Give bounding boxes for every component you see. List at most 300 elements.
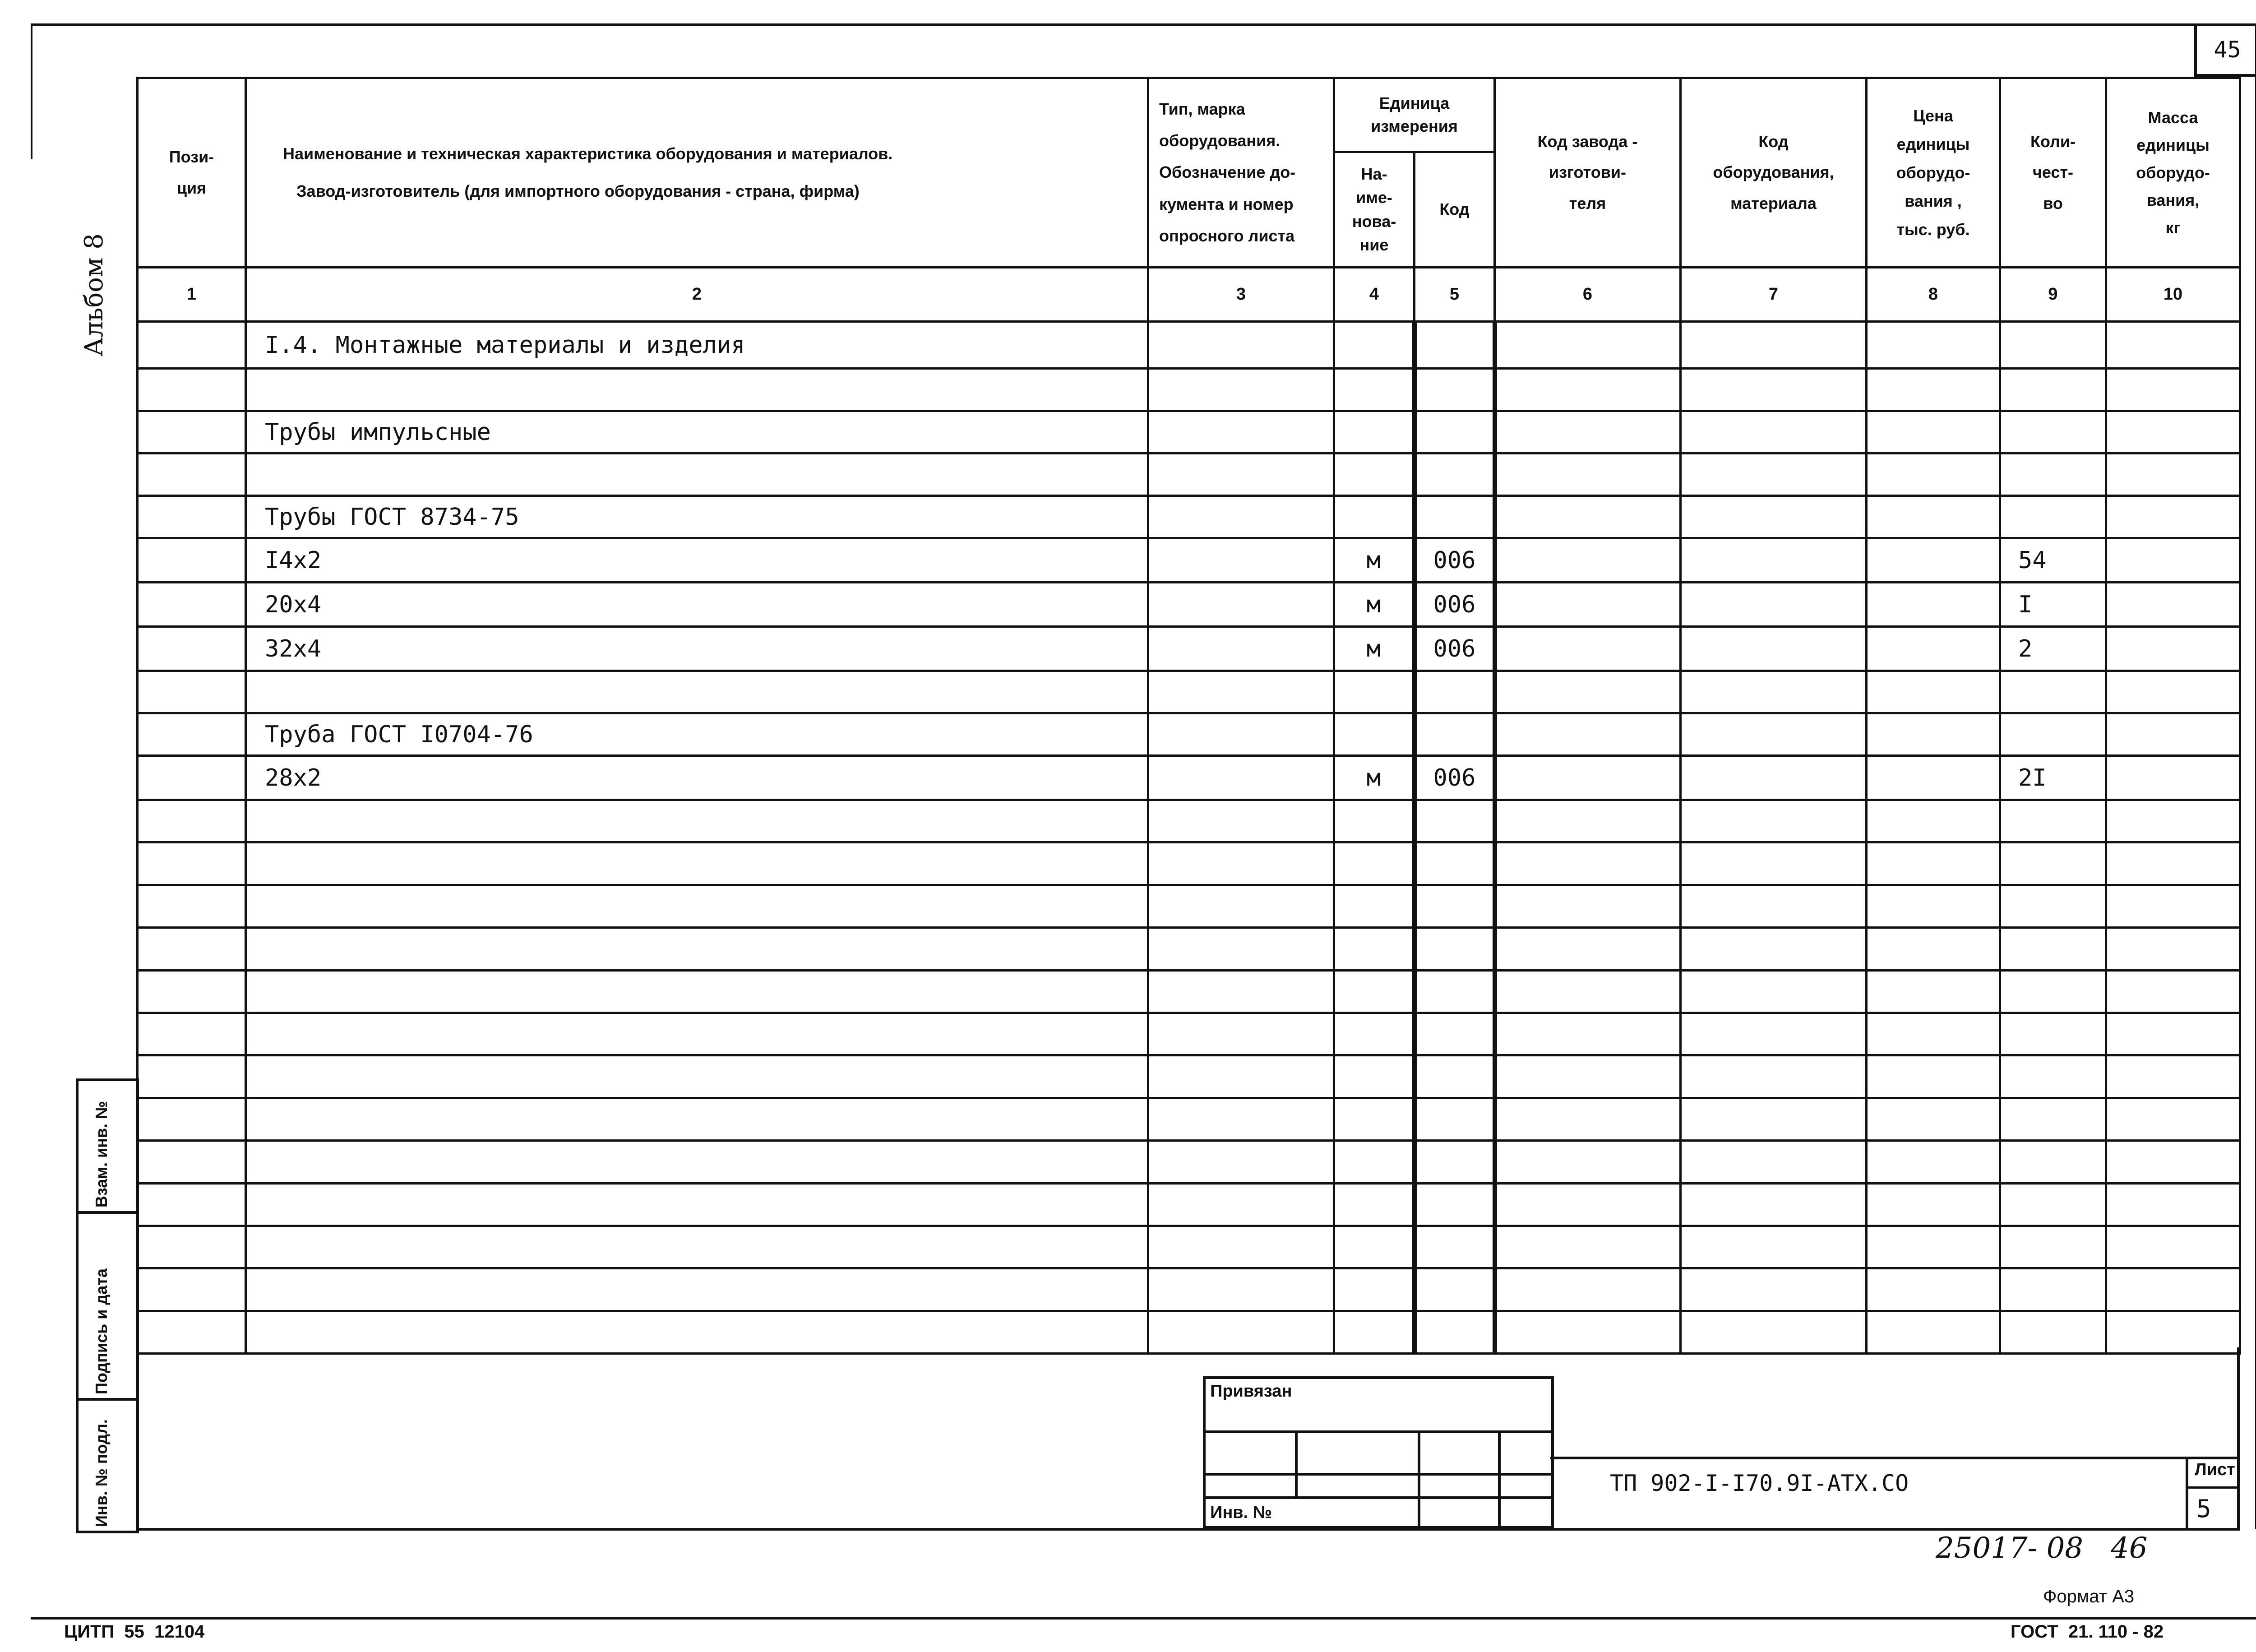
empty-cell [1867, 496, 2000, 538]
empty-cell [1681, 928, 1867, 970]
sheet-value: 5 [2196, 1495, 2211, 1523]
empty-cell [1681, 970, 1867, 1013]
empty-cell [1148, 1013, 1334, 1055]
table-row [138, 1268, 2240, 1311]
column-number-row [138, 268, 2240, 322]
table-row [138, 970, 2240, 1013]
header-name-line1: Наименование и техническая характеристика оборудования и материалов. [283, 144, 893, 163]
empty-cell [2106, 496, 2240, 538]
cell-col9 [2000, 411, 2106, 453]
empty-cell [1148, 1055, 1334, 1098]
empty-cell [1495, 713, 1681, 756]
empty-cell [1867, 1141, 2000, 1183]
cell-col2 [246, 453, 1148, 496]
header-unit: Единица измерения [1334, 78, 1495, 152]
cell-col2 [246, 671, 1148, 713]
empty-cell [138, 322, 246, 369]
frame-bottom-line [31, 1617, 2256, 1620]
cell-col5 [1415, 1226, 1495, 1268]
table-row [138, 1183, 2240, 1226]
album-label: Альбом 8 [79, 233, 109, 356]
empty-cell [2106, 411, 2240, 453]
empty-cell [138, 627, 246, 671]
empty-cell [1681, 756, 1867, 800]
binding-grid-cell [1499, 1474, 1553, 1498]
cell-col4 [1334, 411, 1415, 453]
table-row [138, 322, 2240, 369]
empty-cell [1495, 627, 1681, 671]
cell-col4 [1334, 885, 1415, 927]
empty-cell [138, 800, 246, 842]
cell-col2: Труба ГОСТ I0704-76 [246, 713, 1148, 756]
cell-col5 [1415, 411, 1495, 453]
cell-col9: I [2000, 583, 2106, 627]
binding-grid-cell [1296, 1474, 1419, 1498]
cell-col2 [246, 885, 1148, 927]
header-name-line2: Завод-изготовитель (для импортного оборудования - страна, фирма) [296, 181, 860, 200]
frame-top-line [31, 23, 2256, 26]
binding-grid-cell [1499, 1498, 1553, 1527]
cell-col9 [2000, 1013, 2106, 1055]
doc-code-line [1550, 1457, 2240, 1459]
table-row [138, 1141, 2240, 1183]
cell-col9 [2000, 800, 2106, 842]
empty-cell [138, 970, 246, 1013]
table-row [138, 627, 2240, 671]
empty-cell [138, 583, 246, 627]
table-row [138, 756, 2240, 800]
empty-cell [1681, 842, 1867, 885]
binding-label: Привязан [1210, 1382, 1292, 1401]
column-number: 5 [1415, 268, 1495, 322]
sheet-label: Лист [2195, 1460, 2235, 1479]
header-equipment-code: Код оборудования, материала [1681, 78, 1867, 268]
cell-col2 [246, 1013, 1148, 1055]
cell-col2 [246, 1183, 1148, 1226]
cell-col5 [1415, 322, 1495, 369]
column-number: 10 [2106, 268, 2240, 322]
cell-col4 [1334, 970, 1415, 1013]
cell-col4 [1334, 1013, 1415, 1055]
side-box-inv-podl [76, 1398, 139, 1533]
cell-col4 [1334, 800, 1415, 842]
empty-cell [1495, 1183, 1681, 1226]
empty-cell [1148, 885, 1334, 927]
empty-cell [1495, 1013, 1681, 1055]
empty-cell [138, 1141, 246, 1183]
empty-cell [1681, 1226, 1867, 1268]
empty-cell [1495, 885, 1681, 927]
cell-col4 [1334, 842, 1415, 885]
empty-cell [138, 453, 246, 496]
empty-cell [1495, 538, 1681, 583]
empty-cell [1495, 756, 1681, 800]
cell-col4 [1334, 496, 1415, 538]
empty-cell [1867, 1013, 2000, 1055]
inv-number-cell [1204, 1498, 1419, 1527]
cell-col9 [2000, 322, 2106, 369]
table-row [138, 800, 2240, 842]
empty-cell [1495, 1098, 1681, 1140]
column-number: 6 [1495, 268, 1681, 322]
cell-col4 [1334, 453, 1415, 496]
empty-cell [1681, 583, 1867, 627]
empty-cell [138, 496, 246, 538]
empty-cell [1148, 713, 1334, 756]
binding-cell [1204, 1378, 1553, 1432]
cell-col5 [1415, 1141, 1495, 1183]
cell-col9 [2000, 671, 2106, 713]
empty-cell [2106, 1268, 2240, 1311]
cell-col2 [246, 1141, 1148, 1183]
header-quantity: Коли- чест- во [2000, 78, 2106, 268]
empty-cell [1681, 713, 1867, 756]
empty-cell [2106, 583, 2240, 627]
empty-cell [2106, 369, 2240, 411]
empty-cell [1681, 1268, 1867, 1311]
empty-cell [1681, 369, 1867, 411]
column-number: 8 [1867, 268, 2000, 322]
table-row [138, 453, 2240, 496]
table-row [138, 1013, 2240, 1055]
empty-cell [138, 1268, 246, 1311]
cell-col9: 2 [2000, 627, 2106, 671]
binding-grid-cell [1204, 1474, 1296, 1498]
empty-cell [138, 928, 246, 970]
empty-cell [138, 369, 246, 411]
cell-col4 [1334, 671, 1415, 713]
empty-cell [2106, 1098, 2240, 1140]
cell-col5 [1415, 453, 1495, 496]
empty-cell [1681, 885, 1867, 927]
cell-col9 [2000, 970, 2106, 1013]
table-row [138, 1055, 2240, 1098]
table-row [138, 1226, 2240, 1268]
empty-cell [1681, 1013, 1867, 1055]
empty-cell [2106, 1055, 2240, 1098]
cell-col2 [246, 800, 1148, 842]
empty-cell [2106, 800, 2240, 842]
cell-col4 [1334, 369, 1415, 411]
cell-col4 [1334, 1226, 1415, 1268]
empty-cell [1867, 756, 2000, 800]
header-price: Цена единицы оборудо- вания , тыс. руб. [1867, 78, 2000, 268]
empty-cell [1495, 411, 1681, 453]
cell-col9 [2000, 1055, 2106, 1098]
empty-cell [1681, 322, 1867, 369]
empty-cell [1681, 1183, 1867, 1226]
cell-col5: 006 [1415, 756, 1495, 800]
empty-cell [1495, 928, 1681, 970]
empty-cell [138, 1013, 246, 1055]
column-number: 7 [1681, 268, 1867, 322]
empty-cell [138, 411, 246, 453]
empty-cell [1867, 1055, 2000, 1098]
cell-col2 [246, 1098, 1148, 1140]
cell-col4: м [1334, 583, 1415, 627]
empty-cell [1495, 671, 1681, 713]
side-box-inv-zam [76, 1078, 139, 1214]
empty-cell [1867, 627, 2000, 671]
cell-col5 [1415, 713, 1495, 756]
empty-cell [1148, 538, 1334, 583]
empty-cell [1495, 800, 1681, 842]
cell-col2: 28x2 [246, 756, 1148, 800]
empty-cell [2106, 885, 2240, 927]
cell-col4 [1334, 1141, 1415, 1183]
empty-cell [2106, 756, 2240, 800]
cell-col9 [2000, 928, 2106, 970]
cell-col4: м [1334, 627, 1415, 671]
empty-cell [1495, 369, 1681, 411]
cell-col5 [1415, 1055, 1495, 1098]
table-row [138, 538, 2240, 583]
header-unit-code: Код [1415, 152, 1495, 268]
empty-cell [1681, 453, 1867, 496]
empty-cell [1495, 1268, 1681, 1311]
cell-col9 [2000, 1098, 2106, 1140]
column-number: 4 [1334, 268, 1415, 322]
empty-cell [1681, 800, 1867, 842]
page-number: 45 [2194, 25, 2256, 77]
empty-cell [1867, 671, 2000, 713]
cell-col9 [2000, 369, 2106, 411]
empty-cell [1867, 369, 2000, 411]
empty-cell [1867, 1183, 2000, 1226]
cell-col9 [2000, 496, 2106, 538]
column-number: 2 [246, 268, 1148, 322]
empty-cell [1148, 842, 1334, 885]
cell-col2 [246, 1268, 1148, 1311]
cell-col2: 32x4 [246, 627, 1148, 671]
empty-cell [138, 842, 246, 885]
empty-cell [1148, 583, 1334, 627]
empty-cell [1681, 538, 1867, 583]
cell-col5: 006 [1415, 538, 1495, 583]
empty-cell [138, 1226, 246, 1268]
empty-cell [2106, 322, 2240, 369]
empty-cell [1681, 411, 1867, 453]
table-row [138, 583, 2240, 627]
empty-cell [1867, 453, 2000, 496]
empty-cell [138, 713, 246, 756]
empty-cell [2106, 538, 2240, 583]
header-mass: Масса единицы оборудо- вания, кг [2106, 78, 2240, 268]
sheet-box [2186, 1457, 2240, 1531]
empty-cell [1495, 322, 1681, 369]
empty-cell [2106, 970, 2240, 1013]
empty-cell [1495, 842, 1681, 885]
empty-cell [1681, 671, 1867, 713]
cell-col5 [1415, 1098, 1495, 1140]
empty-cell [1867, 713, 2000, 756]
cell-col4 [1334, 322, 1415, 369]
empty-cell [1495, 583, 1681, 627]
table-row [138, 496, 2240, 538]
cell-col4 [1334, 713, 1415, 756]
empty-cell [2106, 1183, 2240, 1226]
cell-col9 [2000, 713, 2106, 756]
binding-grid-cell [1419, 1498, 1499, 1527]
handwritten-archive-number: 25017- 08 46 [1936, 1532, 2148, 1565]
empty-cell [2106, 713, 2240, 756]
empty-cell [1148, 453, 1334, 496]
empty-cell [1495, 1141, 1681, 1183]
table-row [138, 885, 2240, 927]
header-name [246, 78, 1148, 268]
cell-col5 [1415, 369, 1495, 411]
cell-col5 [1415, 885, 1495, 927]
binding-grid-cell [1204, 1432, 1296, 1474]
table-row [138, 842, 2240, 885]
binding-grid-cell [1499, 1432, 1553, 1474]
table-row [138, 369, 2240, 411]
cell-col9: 54 [2000, 538, 2106, 583]
empty-cell [1148, 970, 1334, 1013]
empty-cell [138, 885, 246, 927]
empty-cell [138, 671, 246, 713]
cell-col5 [1415, 1183, 1495, 1226]
cell-col9 [2000, 885, 2106, 927]
format-label: Формат А3 [2043, 1587, 2135, 1606]
cell-col2 [246, 970, 1148, 1013]
empty-cell [1148, 1268, 1334, 1311]
empty-cell [2106, 928, 2240, 970]
empty-cell [1148, 1141, 1334, 1183]
frame-left-line [31, 23, 32, 159]
column-number: 1 [138, 268, 246, 322]
side-box-sign-date [76, 1211, 139, 1401]
side-label-sign-date: Подпись и дата [92, 1268, 111, 1394]
document-code: ТП 902-I-I70.9I-АТХ.СО [1610, 1470, 1909, 1496]
cell-col5 [1415, 800, 1495, 842]
empty-cell [1148, 1098, 1334, 1140]
empty-cell [1495, 1226, 1681, 1268]
cell-col2: I4x2 [246, 538, 1148, 583]
footer-right-standard: ГОСТ 21. 110 - 82 [2011, 1622, 2164, 1642]
table-row [138, 411, 2240, 453]
empty-cell [138, 538, 246, 583]
table-row [138, 928, 2240, 970]
cell-col9 [2000, 1268, 2106, 1311]
cell-col5 [1415, 970, 1495, 1013]
empty-cell [2106, 1226, 2240, 1268]
empty-cell [2106, 671, 2240, 713]
empty-cell [1148, 756, 1334, 800]
cell-col5 [1415, 928, 1495, 970]
sheet-divider [2188, 1486, 2240, 1489]
binding-grid-cell [1296, 1432, 1419, 1474]
empty-cell [1148, 496, 1334, 538]
cell-col4 [1334, 1055, 1415, 1098]
cell-col5: 006 [1415, 627, 1495, 671]
cell-col9: 2I [2000, 756, 2106, 800]
cell-col4: м [1334, 756, 1415, 800]
empty-cell [2106, 1141, 2240, 1183]
empty-cell [1148, 322, 1334, 369]
cell-col5 [1415, 842, 1495, 885]
cell-col9 [2000, 842, 2106, 885]
cell-col2: Трубы ГОСТ 8734-75 [246, 496, 1148, 538]
empty-cell [1867, 411, 2000, 453]
empty-cell [2106, 842, 2240, 885]
empty-cell [1867, 800, 2000, 842]
empty-cell [1495, 1055, 1681, 1098]
empty-cell [1495, 496, 1681, 538]
empty-cell [138, 1055, 246, 1098]
cell-col2 [246, 369, 1148, 411]
header-unit-name: На- име- нова- ние [1334, 152, 1415, 268]
empty-cell [1148, 369, 1334, 411]
cell-col5 [1415, 671, 1495, 713]
empty-cell [2106, 627, 2240, 671]
cell-col2 [246, 842, 1148, 885]
empty-cell [1495, 970, 1681, 1013]
inv-number-label: Инв. № [1210, 1503, 1272, 1522]
empty-cell [138, 756, 246, 800]
empty-cell [1867, 1098, 2000, 1140]
cell-col4 [1334, 928, 1415, 970]
empty-cell [1495, 453, 1681, 496]
empty-cell [1867, 885, 2000, 927]
empty-cell [1681, 627, 1867, 671]
empty-cell [2106, 453, 2240, 496]
cell-col9 [2000, 453, 2106, 496]
empty-cell [1148, 1226, 1334, 1268]
header-type: Тип, марка оборудования. Обозначение до- кумента и номер опросного листа [1148, 78, 1334, 268]
stamp-area [136, 1347, 2240, 1531]
column-number: 9 [2000, 268, 2106, 322]
empty-cell [1148, 800, 1334, 842]
empty-cell [1867, 538, 2000, 583]
cell-col9 [2000, 1141, 2106, 1183]
header-factory-code: Код завода - изготови- теля [1495, 78, 1681, 268]
column-number: 3 [1148, 268, 1334, 322]
empty-cell [1148, 1183, 1334, 1226]
cell-col5 [1415, 496, 1495, 538]
empty-cell [1148, 411, 1334, 453]
table-row [138, 671, 2240, 713]
cell-col2 [246, 1055, 1148, 1098]
empty-cell [1148, 627, 1334, 671]
specification-table [136, 77, 2241, 1355]
cell-col2: 20x4 [246, 583, 1148, 627]
cell-col2 [246, 1226, 1148, 1268]
cell-col5 [1415, 1013, 1495, 1055]
empty-cell [1681, 1141, 1867, 1183]
empty-cell [1867, 322, 2000, 369]
cell-col2: I.4. Монтажные материалы и изделия [246, 322, 1148, 369]
cell-col5 [1415, 1268, 1495, 1311]
empty-cell [138, 1183, 246, 1226]
empty-cell [1867, 1268, 2000, 1311]
cell-col4 [1334, 1098, 1415, 1140]
empty-cell [1681, 1055, 1867, 1098]
cell-col4 [1334, 1183, 1415, 1226]
binding-block [1203, 1376, 1554, 1529]
empty-cell [1867, 970, 2000, 1013]
table-row [138, 1098, 2240, 1140]
empty-cell [1867, 842, 2000, 885]
empty-cell [1867, 928, 2000, 970]
side-label-inv-podl: Инв. № подл. [92, 1419, 111, 1527]
binding-grid-cell [1419, 1432, 1499, 1474]
empty-cell [1148, 928, 1334, 970]
side-label-inv-zam: Взам. инв. № [92, 1101, 111, 1208]
cell-col9 [2000, 1226, 2106, 1268]
cell-col4: м [1334, 538, 1415, 583]
cell-col2 [246, 928, 1148, 970]
